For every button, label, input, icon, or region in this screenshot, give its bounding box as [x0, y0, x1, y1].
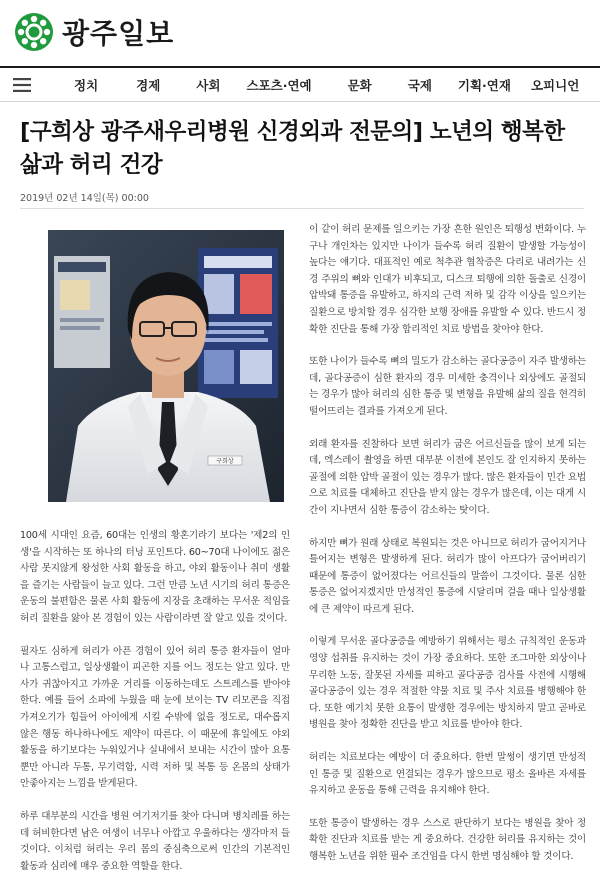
author-photo — [48, 230, 284, 502]
paragraph: 허리는 치료보다는 예방이 더 중요하다. 한번 말썽이 생기면 만성적인 통증 및 질환으로 연결되는 경우가 많으므로 평소 올바른 자세를 유지하고 운동을 통해 근력을 유지해야 한다. — [309, 752, 586, 797]
masthead — [0, 0, 600, 66]
photo-nametag: 구희상 — [216, 458, 234, 465]
nav-item-international[interactable]: 국제 — [407, 77, 432, 93]
nav-item-politics[interactable]: 정치 — [74, 77, 99, 93]
logo-text: 광주일보 — [62, 17, 175, 50]
article-body-left — [20, 528, 290, 881]
article-date: 2019년 02년 14일(목) 00:00 — [20, 193, 149, 204]
paragraph: 또한 통증이 발생하는 경우 스스로 판단하기 보다는 병원을 찾아 정확한 진단과 치료를 받는 게 중요하다. 건강한 허리를 유지하는 것이 행복한 노년을 위한 필수 조건임을 다시 한번 명심해야 할 것이다. — [309, 817, 586, 862]
nav-item-sports[interactable]: 스포츠·연예 — [246, 77, 312, 93]
paragraph: 하지만 뼈가 원래 상태로 복원되는 것은 아니므로 허리가 굽어지거나 틀어지는 변형은 발생하게 된다. 허리가 많이 아프다가 굽어버리기 때문에 통증이 없어졌다는 어르신들의 말씀이 그것이다. 물론 심한 통증은 없어지겠지만 만성적인 통증에 시달리며 걸을 때나 일상생활에 큰 제약이 따르게 된다. — [309, 537, 586, 615]
article-headline: [구희상 광주새우리병원 신경외과 전문의] 노년의 행복한 삶과 허리 건강 — [20, 119, 565, 178]
nav-item-culture[interactable]: 문화 — [347, 77, 372, 93]
paragraph: 또한 나이가 들수록 뼈의 밀도가 감소하는 골다공증이 자주 발생하는데, 골다공증이 심한 환자의 경우 미세한 충격이나 외상에도 골절되는 경우가 많아 허리의 심한 통증 및 변형을 유발해 삶의 질을 현격히 떨어뜨리는 결과를 가져오게 된다. — [309, 356, 586, 417]
paragraph: 외래 환자를 진찰하다 보면 허리가 굽은 어르신들을 많이 보게 되는데, 엑스레이 촬영을 하면 대부분 이전에 본인도 잘 인지하지 못하는 골절에 의한 압박 골절이 있는 경우가 많다. 많은 환자들이 민간 요법으로 치료를 대체하고 진단을 받지 않는 경우가 많은데, 이는 대게 시간이 지나면서 심한 통증이 감소하는 탓이다. — [309, 438, 586, 516]
paragraph: 100세 시대인 요즘, 60대는 인생의 황혼기라기 보다는 '제2의 인생'을 시작하는 또 하나의 터닝 포인트다. 60~70대 나이에도 젊은 사람 못지않게 왕성한 사회 활동을 하고, 야외 활동이나 취미 생활을 즐기는 사람들이 늘고 있다. 그런 만큼 노년 시기의 허리 통증은 운동의 불편함은 물론 사회 활동에 지장을 초래하는 무서운 적임을 허리 질환을 앓아 본 경험이 있는 사람이라면 잘 알고 있을 것이다. — [20, 530, 290, 624]
main-nav — [0, 66, 600, 102]
nav-item-economy[interactable]: 경제 — [136, 77, 161, 93]
paragraph: 하루 대부분의 시간을 병원 여기저기를 찾아 다니며 병치레를 하는데 허비한다면 남은 여생이 너무나 아깝고 우울하다는 생각마저 들 것이다. 이처럼 허리는 우리 몸의 중심축으로써 인간의 기본적인 활동과 심리에 매우 중요한 역할을 한다. — [20, 810, 290, 872]
menu-icon[interactable] — [0, 68, 44, 102]
paragraph: 필자도 심하게 허리가 아픈 경험이 있어 허리 통증 환자들이 얼마나 고통스럽고, 일상생활이 피곤한 지를 어느 정도는 알고 있다. 만사가 귀찮아지고 가까운 거리를 이동하는데도 스트레스를 받아야 한다. 예를 들어 소파에 누웠을 때 눈에 보이는 TV 리모콘을 직접 가져오기가 힘들어 아이에게 시킬 수밖에 없을 정도로, 대수롭지 않은 행동 하나하나에도 제약이 따른다. 이 때문에 휴일에도 야외 활동을 하기보다는 누워있거나 실내에서 보내는 시간이 많아 요통뿐만 아니라 두통, 무기력함, 시력 저하 및 복통 등 온몸의 상태가 안좋아지는 느낌을 받게된다. — [20, 645, 290, 790]
paragraph: 이렇게 무서운 골다공증을 예방하기 위해서는 평소 규칙적인 운동과 영양 섭취를 유지하는 것이 가장 중요하다. 또한 조그마한 외상이나 무리한 노동, 잘못된 자세를 피하고 골다공증 검사를 사전에 시행해 골다공증이 있는 경우 적절한 약물 치료 및 주사 치료를 병행해야 한다. 또한 예기치 못한 요통이 발생한 경우에는 방치하지 말고 곧바로 병원을 찾아 정확한 진단을 받고 치료를 받아야 한다. — [309, 636, 586, 731]
site-logo[interactable] — [14, 12, 174, 52]
article-body-right — [309, 222, 586, 881]
logo-emblem-icon — [14, 12, 54, 52]
divider — [20, 208, 584, 209]
paragraph: 이 같이 허리 문제를 일으키는 가장 흔한 원인은 퇴행성 변화이다. 누구나 개인차는 있지만 나이가 들수록 허리 질환이 발생할 가능성이 높다는 얘기다. 대표적인 예로 척추관 협착증은 다리로 내려가는 신경 주위의 뼈와 인대가 비후되고, 디스크 퇴행에 의한 돌출로 신경이 압박돼 통증을 유발하고, 하지의 근력 저하 및 감각 이상을 일으키는 질환으로 방치할 경우 심각한 보행 장애를 유발할 수 있다. 반드시 정확한 진단을 통해 가장 합리적인 치료 방법을 찾아야 한다. — [309, 224, 586, 335]
nav-item-opinion[interactable]: 오피니언 — [530, 77, 580, 93]
nav-item-features[interactable]: 기획·연재 — [457, 77, 511, 93]
nav-item-society[interactable]: 사회 — [196, 77, 221, 93]
